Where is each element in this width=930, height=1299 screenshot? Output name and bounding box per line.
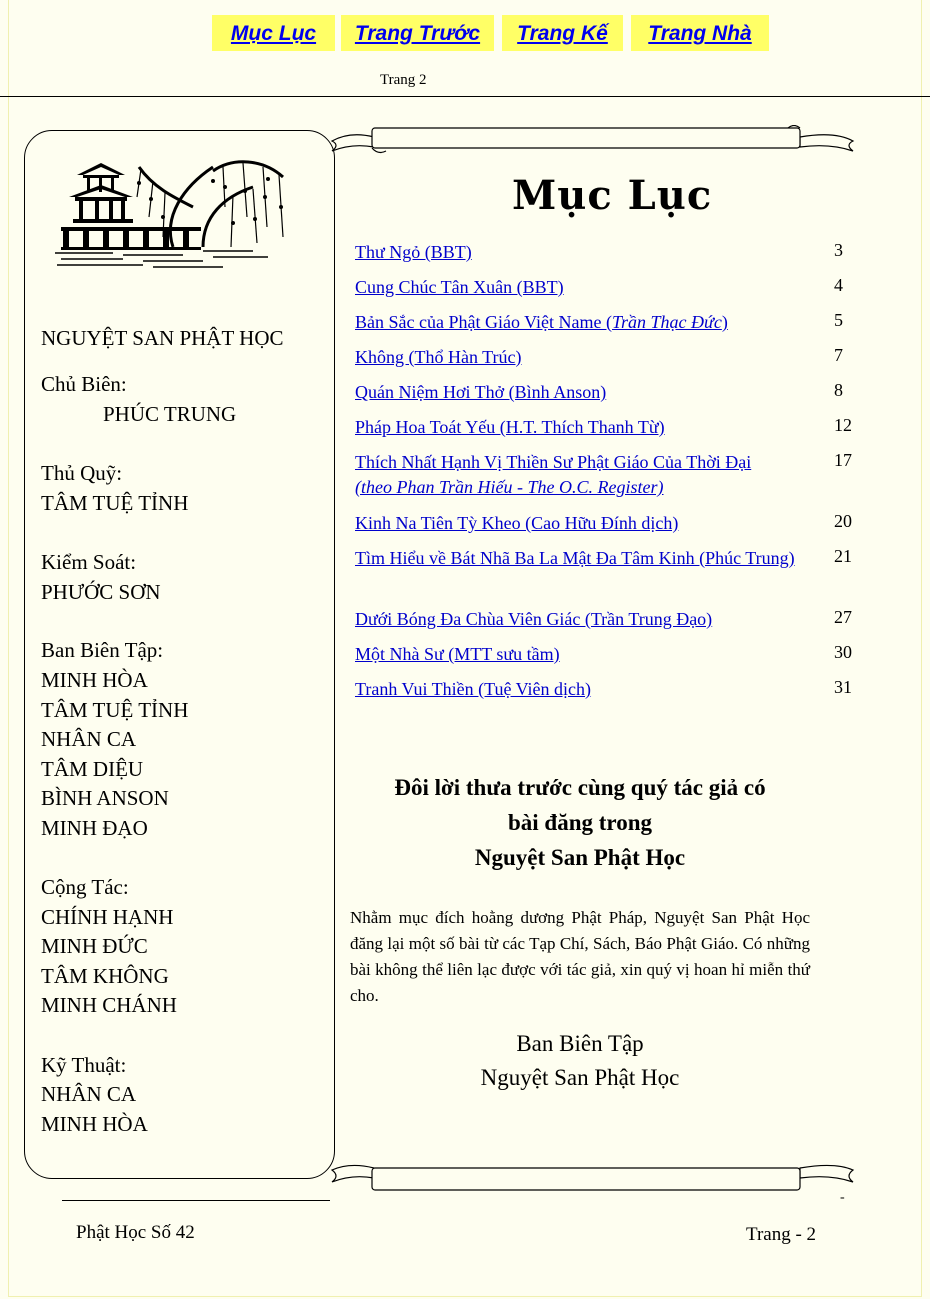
toc-link[interactable]: Không (Thổ Hàn Trúc) bbox=[355, 347, 522, 367]
masthead-sidebar bbox=[24, 130, 335, 1179]
scroll-ornament-bottom bbox=[330, 1160, 855, 1196]
toc-link-text: Bản Sắc của Phật Giáo Việt Name ( bbox=[355, 312, 613, 332]
toc-page-number: 12 bbox=[834, 415, 852, 435]
toc-page-number: 3 bbox=[834, 240, 843, 260]
treasurer-label: Thủ Quỹ: bbox=[41, 461, 123, 485]
toc-page-number: 8 bbox=[834, 380, 843, 400]
editorial-member: MINH HÒA bbox=[41, 668, 148, 692]
technical-name: MINH HÒA bbox=[41, 1112, 148, 1136]
toc-link[interactable]: Quán Niệm Hơi Thở (Bình Anson) bbox=[355, 382, 607, 402]
toc-link[interactable] bbox=[355, 450, 805, 500]
contributor-name: MINH ĐỨC bbox=[41, 934, 148, 958]
toc-page-number: 30 bbox=[834, 642, 852, 662]
editorial-member: NHÂN CA bbox=[41, 727, 137, 751]
signature-line: Nguyệt San Phật Học bbox=[480, 1065, 680, 1090]
toc-link[interactable]: Pháp Hoa Toát Yếu (H.T. Thích Thanh Từ) bbox=[355, 417, 665, 437]
contributors-label: Cộng Tác: bbox=[41, 875, 129, 899]
note-body: Nhằm mục đích hoằng dương Phật Pháp, Nguyệt San Phật Học đăng lại một số bài từ các Tạp Chí, Sách, Báo Phật Giáo. Có những bài không thể liên lạc được với tác giả, xin quý vị hoan hỉ miễn thứ cho. bbox=[350, 908, 810, 1005]
toc-link-author: (theo Phan Trần Hiếu - The O.C. Register) bbox=[355, 477, 664, 497]
signature-line: Ban Biên Tập bbox=[516, 1031, 644, 1056]
editorial-member: MINH ĐẠO bbox=[41, 816, 148, 840]
editor-in-chief-name: PHÚC TRUNG bbox=[103, 402, 237, 426]
top-divider bbox=[0, 96, 930, 97]
publication-name: NGUYỆT SAN PHẬT HỌC bbox=[41, 326, 284, 350]
footer-dash: - bbox=[840, 1190, 845, 1205]
page-number-footer: Trang - 2 bbox=[746, 1224, 817, 1245]
editorial-member: BÌNH ANSON bbox=[41, 786, 169, 810]
contributor-name: TÂM KHÔNG bbox=[41, 964, 169, 988]
note-signature bbox=[350, 1027, 810, 1095]
nav-muc-luc-button[interactable]: Mục Lục bbox=[212, 15, 335, 51]
editorial-board-label: Ban Biên Tập: bbox=[41, 638, 164, 662]
toc-link[interactable]: Tranh Vui Thiền (Tuệ Viên dịch) bbox=[355, 679, 592, 699]
technical-label: Kỹ Thuật: bbox=[41, 1053, 127, 1077]
note-heading-line: Đôi lời thưa trước cùng quý tác giả có bbox=[394, 775, 766, 800]
toc-title: Mục Lục bbox=[512, 172, 713, 219]
toc-page-number: 21 bbox=[834, 546, 852, 566]
toc-page-number: 4 bbox=[834, 275, 843, 295]
editorial-member: TÂM TUỆ TỈNH bbox=[41, 698, 189, 722]
toc-link-tail: ) bbox=[721, 312, 728, 332]
toc-link-text: Thích Nhất Hạnh Vị Thiền Sư Phật Giáo Của Thời Đại bbox=[355, 452, 752, 472]
contributor-name: MINH CHÁNH bbox=[41, 993, 177, 1017]
page-number-top: Trang 2 bbox=[380, 72, 427, 88]
toc-page-number: 27 bbox=[834, 607, 852, 627]
toc-link[interactable] bbox=[355, 310, 805, 335]
nav-home-button[interactable]: Trang Nhà bbox=[631, 15, 769, 51]
nav-next-page-button[interactable]: Trang Kế bbox=[502, 15, 623, 51]
nav-previous-page-button[interactable]: Trang Trước bbox=[341, 15, 494, 51]
footer-divider bbox=[62, 1200, 330, 1201]
toc-link[interactable]: Dưới Bóng Đa Chùa Viên Giác (Trần Trung Đạo) bbox=[355, 609, 713, 629]
technical-name: NHÂN CA bbox=[41, 1082, 137, 1106]
contributor-name: CHÍNH HẠNH bbox=[41, 905, 174, 929]
treasurer-name: TÂM TUỆ TỈNH bbox=[41, 491, 189, 515]
issue-label: Phật Học Số 42 bbox=[76, 1222, 195, 1243]
toc-link[interactable]: Thư Ngỏ (BBT) bbox=[355, 242, 472, 262]
note-heading bbox=[350, 770, 810, 875]
toc-link[interactable]: Một Nhà Sư (MTT sưu tầm) bbox=[355, 644, 560, 664]
editorial-member: TÂM DIỆU bbox=[41, 757, 144, 781]
pagoda-tree-illustration bbox=[53, 147, 293, 273]
toc-link[interactable]: Cung Chúc Tân Xuân (BBT) bbox=[355, 277, 564, 297]
auditor-name: PHƯỚC SƠN bbox=[41, 580, 161, 604]
toc-page-number: 20 bbox=[834, 511, 852, 531]
auditor-label: Kiểm Soát: bbox=[41, 550, 137, 574]
toc-link[interactable]: Tìm Hiểu về Bát Nhã Ba La Mật Đa Tâm Kinh (Phúc Trung) bbox=[355, 548, 795, 568]
toc-link[interactable]: Kinh Na Tiên Tỳ Kheo (Cao Hữu Đính dịch) bbox=[355, 513, 679, 533]
toc-page-number: 5 bbox=[834, 310, 843, 330]
toc-page-number: 17 bbox=[834, 450, 852, 470]
scroll-ornament-top bbox=[330, 125, 855, 161]
editor-in-chief-label: Chủ Biên: bbox=[41, 372, 127, 396]
toc-page-number: 31 bbox=[834, 677, 852, 697]
note-heading-line: Nguyệt San Phật Học bbox=[474, 845, 686, 870]
note-heading-line: bài đăng trong bbox=[507, 810, 652, 835]
toc-link-author: Trần Thạc Đức bbox=[612, 312, 722, 332]
toc-page-number: 7 bbox=[834, 345, 843, 365]
top-navigation bbox=[0, 15, 930, 53]
